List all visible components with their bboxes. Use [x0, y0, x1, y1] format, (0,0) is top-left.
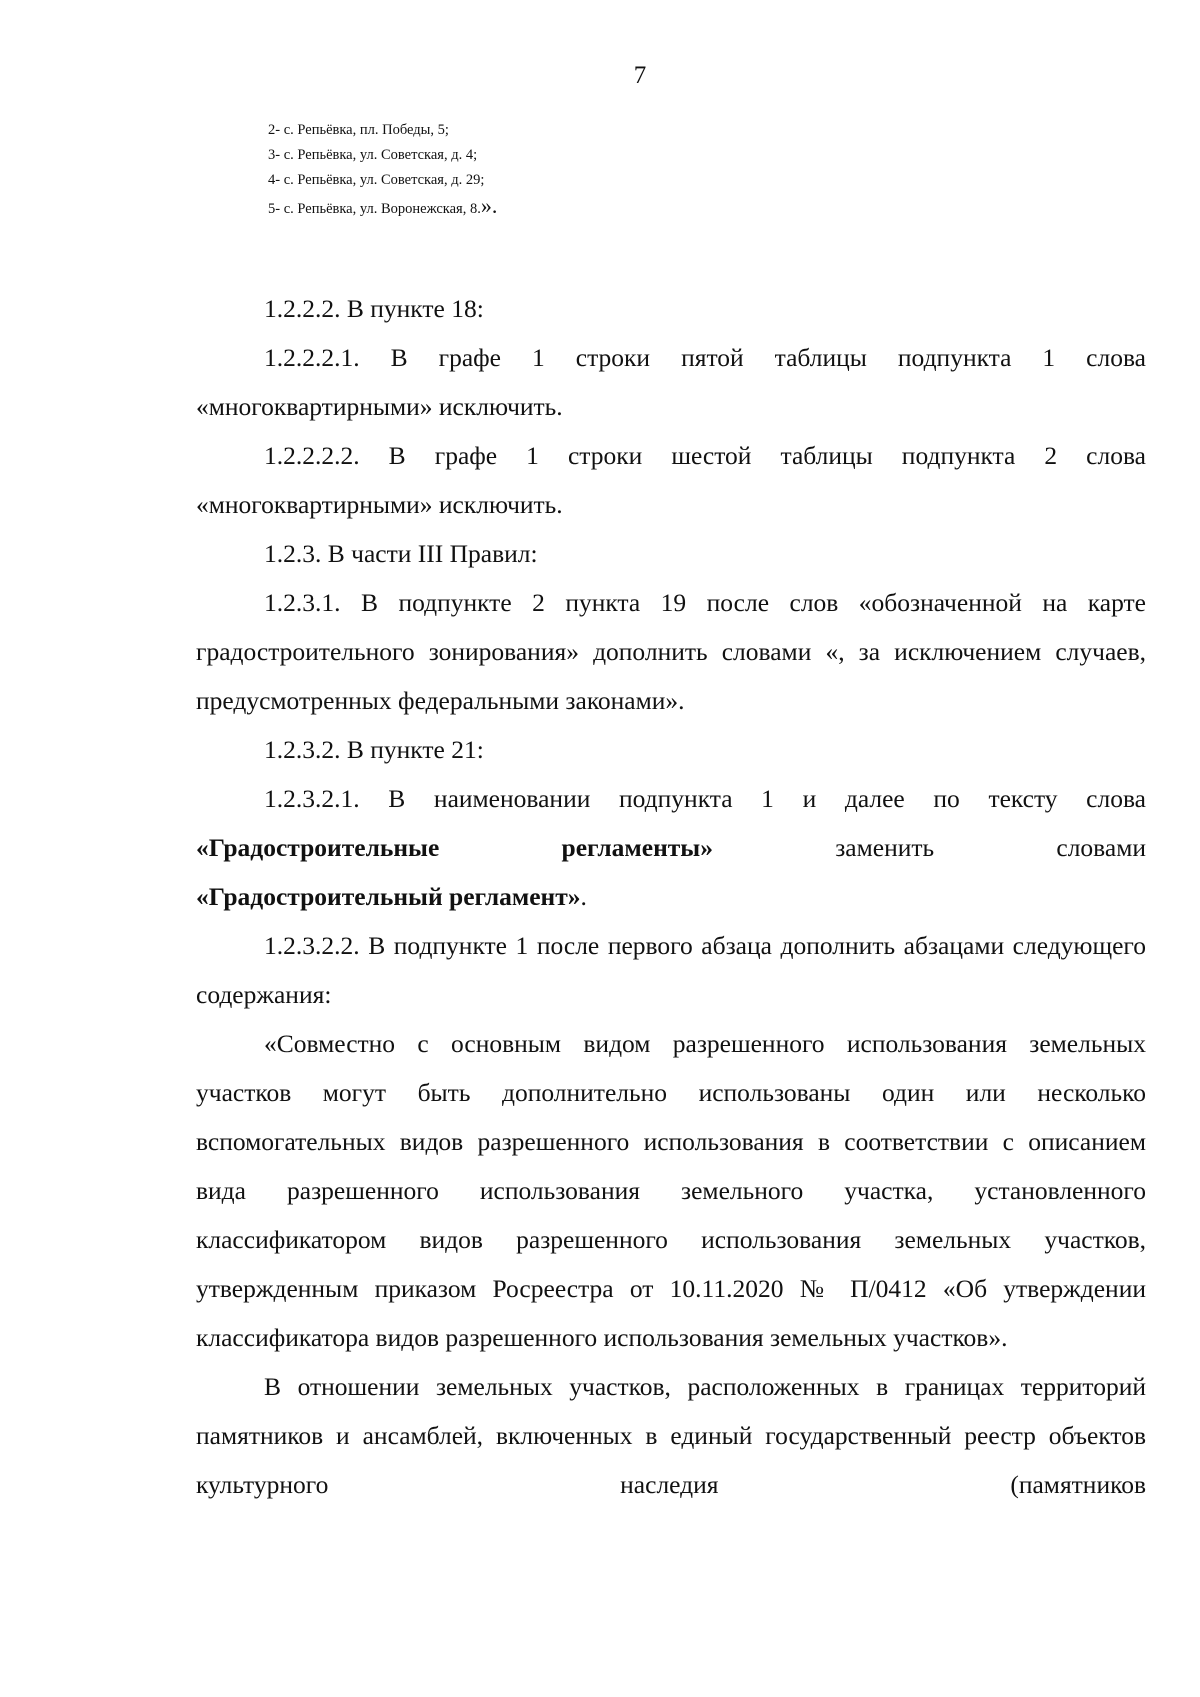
address-item: 4- с. Репьёвка, ул. Советская, д. 29; — [268, 172, 485, 188]
bold-phrase: «Градостроительные регламенты» — [196, 833, 713, 862]
paragraph: 1.2.3.2.2. В подпункте 1 после первого абзаца дополнить абзацами следующего содержания: — [196, 931, 1146, 1009]
paragraph: 1.2.3.1. В подпункте 2 пункта 19 после слов «обозначенной на карте градостроительного зонирования» дополнить словами «, за исключением случаев, предусмотренных федеральными законами». — [196, 588, 1146, 715]
paragraph: 1.2.2.2.2. В графе 1 строки шестой таблицы подпункта 2 слова «многоквартирными» исключить. — [196, 441, 1146, 519]
address-list — [268, 118, 497, 222]
paragraph: В отношении земельных участков, расположенных в границах территорий памятников и ансамблей, включенных в единый государственный реестр объектов культурного наследия (памятников — [196, 1372, 1146, 1499]
page-number: 7 — [633, 62, 647, 89]
paragraph: 1.2.3.2. В пункте 21: — [264, 735, 484, 764]
paragraph-line — [196, 872, 1146, 921]
paragraph-amendment — [196, 774, 1146, 921]
address-quote-end: ». — [480, 193, 498, 218]
address-item — [268, 193, 497, 222]
address-item: 3- с. Репьёвка, ул. Советская, д. 4; — [268, 147, 478, 163]
paragraph-line — [196, 823, 1146, 872]
paragraph: 1.2.3. В части III Правил: — [264, 539, 538, 568]
paragraph: 1.2.2.2.1. В графе 1 строки пятой таблицы подпункта 1 слова «многоквартирными» исключить. — [196, 343, 1146, 421]
paragraph-text: заменить словами — [835, 833, 1146, 862]
paragraph: 1.2.2.2. В пункте 18: — [264, 294, 484, 323]
document-body — [196, 284, 1146, 1509]
address-item: 2- с. Репьёвка, пл. Победы, 5; — [268, 122, 449, 138]
paragraph-line: 1.2.3.2.1. В наименовании подпункта 1 и далее по тексту слова — [264, 784, 1146, 813]
bold-phrase: «Градостроительный регламент» — [196, 882, 581, 911]
paragraph-text: . — [580, 882, 587, 911]
paragraph-quote: «Совместно с основным видом разрешенного использования земельных участков могут быть дополнительно использованы один или несколько вспомогательных видов разрешенного использования в соответствии с описанием вида разрешенного использования земельного участка, установленного классификатором видов разрешенного использования земельных участков, утвержденным приказом Росреестра от 10.11.2020 № П/0412 «Об утверждении классификатора видов разрешенного использования земельных участков». — [196, 1029, 1146, 1352]
address-item-text: 5- с. Репьёвка, ул. Воронежская, 8. — [268, 201, 481, 217]
